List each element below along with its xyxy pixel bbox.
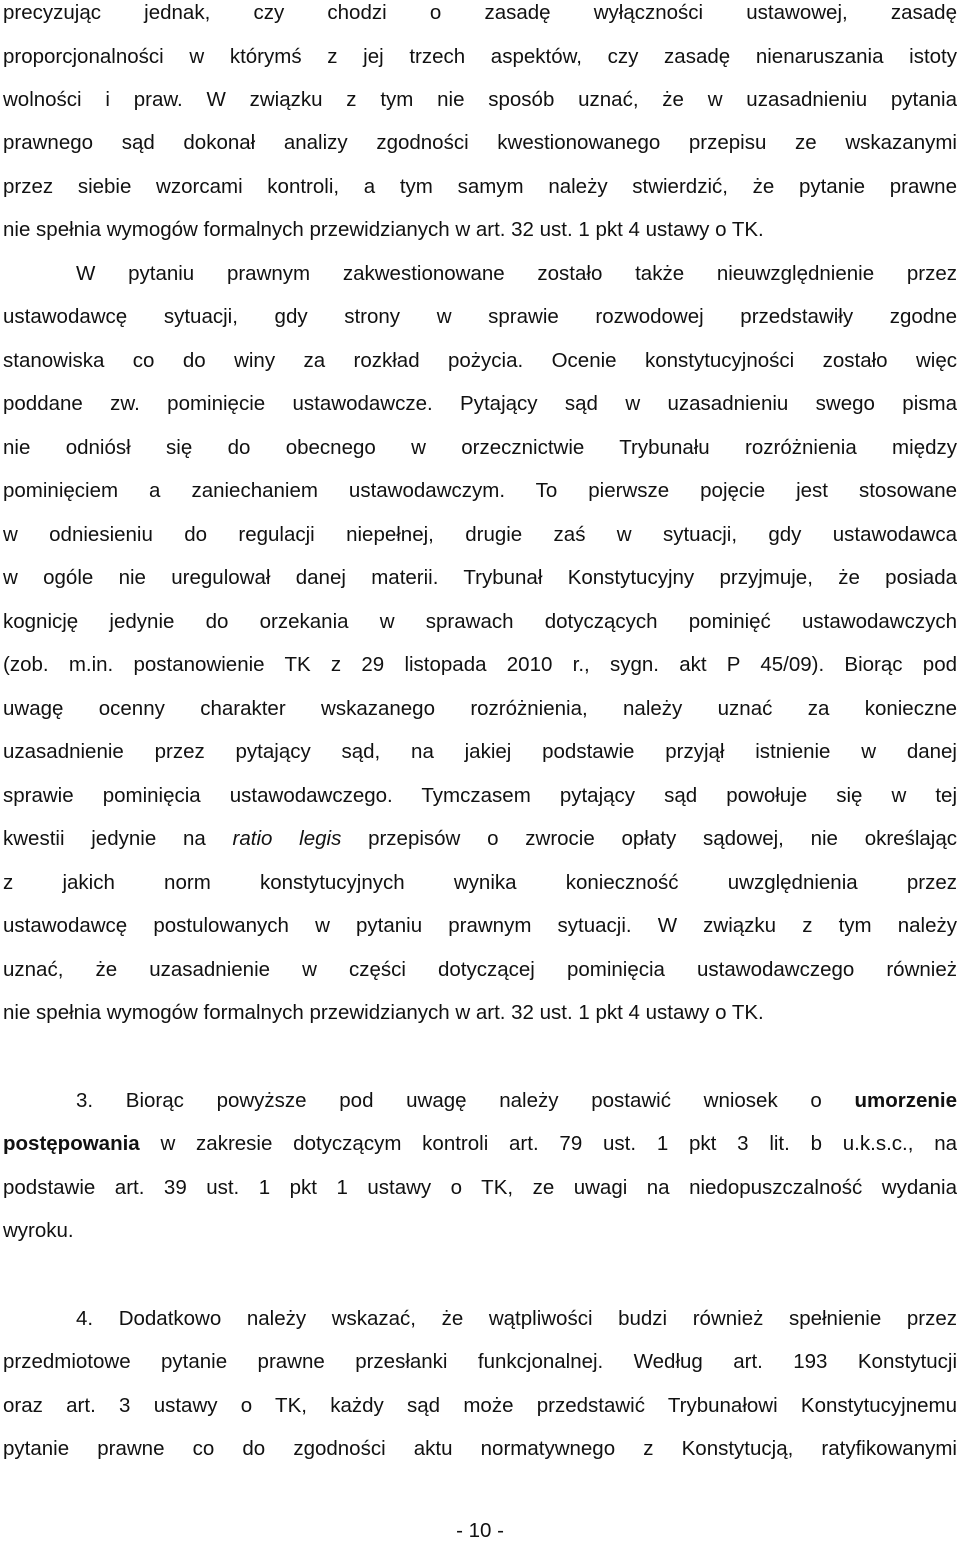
text-line: nie odniósł się do obecnego w orzecznictwie Trybunału rozróżnienia między — [3, 436, 957, 459]
text-line: 4. Dodatkowo należy wskazać, że wątpliwości budzi również spełnienie przez — [76, 1307, 957, 1330]
text-line: uznać, że uzasadnienie w części dotyczącej pominięcia ustawodawczego również — [3, 958, 957, 981]
text-line: stanowiska co do winy za rozkład pożycia. Ocenie konstytucyjności zostało więc — [3, 349, 957, 372]
text-line: z jakich norm konstytucyjnych wynika konieczność uwzględnienia przez — [3, 871, 957, 894]
text-line: ustawodawcę sytuacji, gdy strony w sprawie rozwodowej przedstawiły zgodne — [3, 305, 957, 328]
text-line: pominięciem a zaniechaniem ustawodawczym. To pierwsze pojęcie jest stosowane — [3, 479, 957, 502]
text-line: nie spełnia wymogów formalnych przewidzianych w art. 32 ust. 1 pkt 4 ustawy o TK. — [3, 1001, 764, 1024]
text-line: wolności i praw. W związku z tym nie sposób uznać, że w uzasadnieniu pytania — [3, 88, 957, 111]
text-line: (zob. m.in. postanowienie TK z 29 listopada 2010 r., sygn. akt P 45/09). Biorąc pod — [3, 653, 957, 676]
text-run: kwestii jedynie na — [3, 827, 233, 850]
text-line — [3, 826, 957, 852]
text-line: sprawie pominięcia ustawodawczego. Tymczasem pytający sąd powołuje się w tej — [3, 784, 957, 807]
text-line: przez siebie wzorcami kontroli, a tym samym należy stwierdzić, że pytanie prawne — [3, 175, 957, 198]
text-run: 3. Biorąc powyższe pod uwagę należy postawić wniosek o — [76, 1089, 855, 1112]
text-line: przedmiotowe pytanie prawne przesłanki funkcjonalnej. Według art. 193 Konstytucji — [3, 1350, 957, 1373]
text-line — [76, 1088, 957, 1114]
text-line: podstawie art. 39 ust. 1 pkt 1 ustawy o TK, ze uwagi na niedopuszczalność wydania — [3, 1176, 957, 1199]
text-line: w ogóle nie uregulował danej materii. Trybunał Konstytucyjny przyjmuje, że posiada — [3, 566, 957, 589]
text-line: uwagę ocenny charakter wskazanego rozróżnienia, należy uznać za konieczne — [3, 697, 957, 720]
bold-term: umorzenie — [854, 1089, 957, 1112]
text-line — [3, 1131, 957, 1157]
text-line: w odniesieniu do regulacji niepełnej, drugie zaś w sytuacji, gdy ustawodawca — [3, 523, 957, 546]
text-line: nie spełnia wymogów formalnych przewidzianych w art. 32 ust. 1 pkt 4 ustawy o TK. — [3, 218, 764, 241]
text-line: W pytaniu prawnym zakwestionowane zostało także nieuwzględnienie przez — [76, 262, 957, 285]
text-line: poddane zw. pominięcie ustawodawcze. Pytający sąd w uzasadnieniu swego pisma — [3, 392, 957, 415]
italic-term: ratio legis — [232, 827, 342, 850]
text-run: w zakresie dotyczącym kontroli art. 79 ust. 1 pkt 3 lit. b u.k.s.c., na — [139, 1132, 957, 1155]
page-number: - 10 - — [456, 1519, 504, 1542]
text-line: precyzując jednak, czy chodzi o zasadę wyłączności ustawowej, zasadę — [3, 1, 957, 24]
text-line: ustawodawcę postulowanych w pytaniu prawnym sytuacji. W związku z tym należy — [3, 914, 957, 937]
text-line: prawnego sąd dokonał analizy zgodności kwestionowanego przepisu ze wskazanymi — [3, 131, 957, 154]
bold-term: postępowania — [3, 1132, 140, 1155]
text-line: kognicję jedynie do orzekania w sprawach dotyczących pominięć ustawodawczych — [3, 610, 957, 633]
text-line: pytanie prawne co do zgodności aktu normatywnego z Konstytucją, ratyfikowanymi — [3, 1437, 957, 1460]
text-line: oraz art. 3 ustawy o TK, każdy sąd może przedstawić Trybunałowi Konstytucyjnemu — [3, 1394, 957, 1417]
text-line: wyroku. — [3, 1219, 74, 1242]
text-line: uzasadnienie przez pytający sąd, na jakiej podstawie przyjął istnienie w danej — [3, 740, 957, 763]
text-run: przepisów o zwrocie opłaty sądowej, nie określając — [341, 827, 957, 850]
text-line: proporcjonalności w którymś z jej trzech aspektów, czy zasadę nienaruszania istoty — [3, 45, 957, 68]
